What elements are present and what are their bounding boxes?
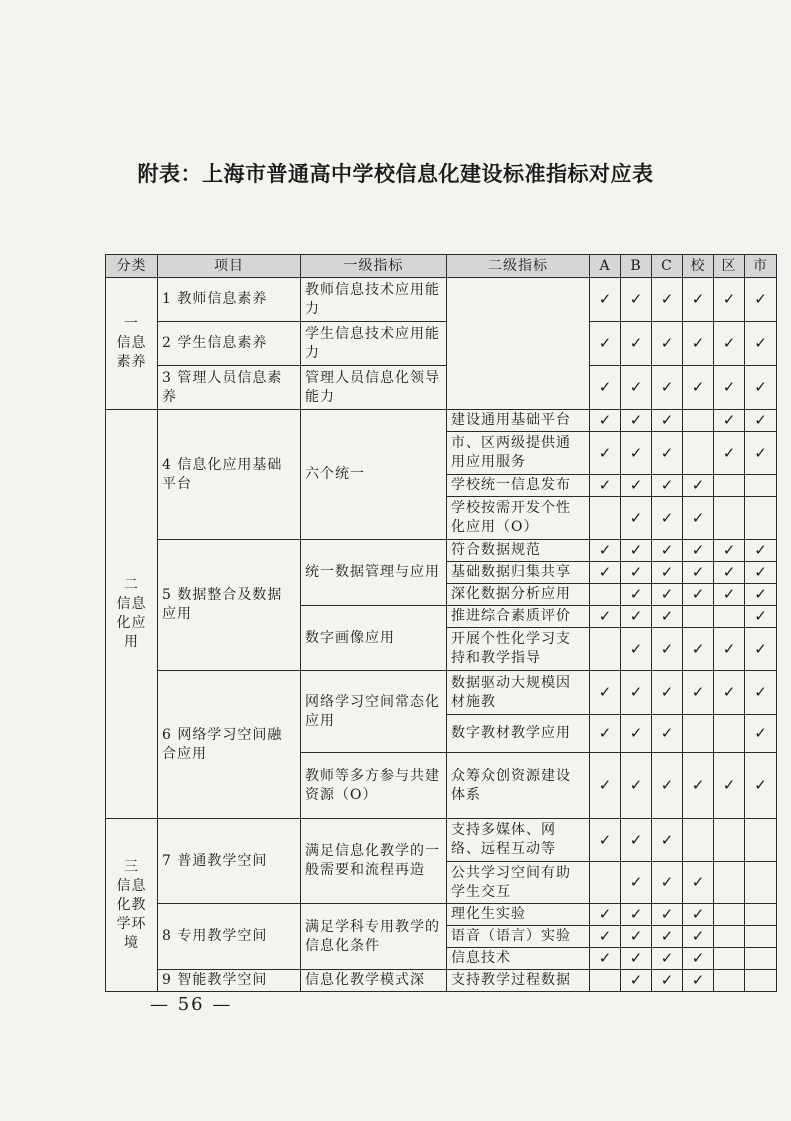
level2-cell: 市、区两级提供通用应用服务 [447, 432, 590, 475]
item-cell: 1 教师信息素养 [158, 278, 301, 322]
check-cell-a [590, 432, 621, 475]
check-mark-icon: ✓ [660, 905, 674, 923]
check-cell-district [714, 819, 745, 862]
category-1: 一 信息 素养 [106, 278, 158, 410]
check-mark-icon: ✓ [660, 949, 674, 967]
item-cell: 3 管理人员信息素养 [158, 366, 301, 410]
check-mark-icon: ✓ [629, 508, 643, 527]
check-mark-icon: ✓ [598, 607, 612, 625]
check-mark-icon: ✓ [598, 776, 612, 794]
check-cell-school [683, 432, 714, 475]
check-cell-district [714, 584, 745, 606]
check-cell-district [714, 671, 745, 715]
check-mark-icon: ✓ [598, 905, 612, 923]
check-cell-school [683, 278, 714, 322]
check-mark-icon: ✓ [660, 724, 674, 742]
check-mark-icon: ✓ [722, 683, 736, 701]
check-cell-b [621, 410, 652, 432]
check-cell-a [590, 584, 621, 606]
check-cell-district [714, 366, 745, 410]
check-cell-city [745, 628, 777, 671]
check-mark-icon: ✓ [691, 563, 705, 581]
check-mark-icon: ✓ [754, 378, 767, 396]
check-cell-district [714, 322, 745, 366]
level2-cell: 数字教材教学应用 [447, 715, 590, 753]
level2-cell: 支持教学过程数据 [447, 970, 590, 992]
check-cell-city [745, 540, 777, 562]
check-cell-district [714, 948, 745, 970]
col-header-category: 分类 [106, 255, 158, 278]
level2-cell: 符合数据规范 [447, 540, 590, 562]
check-mark-icon: ✓ [722, 411, 736, 429]
check-mark-icon: ✓ [754, 334, 767, 352]
category-2: 二 信息 化应 用 [106, 410, 158, 819]
check-cell-a [590, 970, 621, 992]
check-cell-a [590, 562, 621, 584]
check-cell-city [745, 671, 777, 715]
check-cell-district [714, 753, 745, 819]
check-cell-district [714, 278, 745, 322]
check-mark-icon: ✓ [691, 378, 705, 396]
check-cell-c [652, 497, 683, 540]
check-mark-icon: ✓ [754, 724, 767, 742]
level1-cell: 管理人员信息化领导能力 [301, 366, 447, 410]
check-cell-b [621, 753, 652, 819]
check-cell-district [714, 432, 745, 475]
check-mark-icon: ✓ [598, 563, 612, 581]
check-cell-school [683, 540, 714, 562]
check-mark-icon: ✓ [691, 541, 705, 559]
check-mark-icon: ✓ [722, 776, 736, 794]
check-mark-icon: ✓ [629, 443, 643, 462]
check-cell-c [652, 904, 683, 926]
check-mark-icon: ✓ [598, 927, 612, 945]
check-mark-icon: ✓ [691, 476, 705, 494]
check-cell-city [745, 497, 777, 540]
check-cell-school [683, 904, 714, 926]
check-mark-icon: ✓ [691, 585, 705, 603]
check-mark-icon: ✓ [722, 639, 736, 658]
check-cell-b [621, 628, 652, 671]
check-cell-a [590, 366, 621, 410]
check-cell-c [652, 278, 683, 322]
check-mark-icon: ✓ [691, 873, 705, 891]
level1-cell: 满足学科专用教学的信息化条件 [301, 904, 447, 970]
check-mark-icon: ✓ [629, 585, 643, 603]
check-mark-icon: ✓ [629, 334, 643, 352]
check-mark-icon: ✓ [629, 830, 643, 849]
check-cell-school [683, 948, 714, 970]
level2-cell: 理化生实验 [447, 904, 590, 926]
page-title: 附表：上海市普通高中学校信息化建设标准指标对应表 [137, 162, 654, 186]
check-mark-icon: ✓ [598, 443, 612, 462]
check-cell-district [714, 497, 745, 540]
check-cell-b [621, 862, 652, 904]
table-row [106, 819, 777, 862]
check-cell-district [714, 628, 745, 671]
check-mark-icon: ✓ [754, 776, 767, 794]
check-cell-city [745, 715, 777, 753]
item-cell: 8 专用教学空间 [158, 904, 301, 970]
col-header-item: 项目 [158, 255, 301, 278]
col-header-level2: 二级指标 [447, 255, 590, 278]
check-mark-icon: ✓ [598, 334, 612, 352]
level2-cell: 数据驱动大规模因材施教 [447, 671, 590, 715]
level1-cell: 教师等多方参与共建资源（O） [301, 753, 447, 819]
col-header-school: 校 [683, 255, 714, 278]
check-mark-icon: ✓ [660, 541, 674, 559]
check-mark-icon: ✓ [722, 443, 736, 462]
table-row [106, 671, 777, 715]
check-mark-icon: ✓ [754, 290, 767, 308]
check-cell-school [683, 628, 714, 671]
table-row [106, 540, 777, 562]
check-cell-city [745, 970, 777, 992]
check-mark-icon: ✓ [598, 724, 612, 742]
table-row [106, 970, 777, 992]
check-cell-city [745, 606, 777, 628]
check-cell-district [714, 606, 745, 628]
level2-cell: 支持多媒体、网络、远程互动等 [447, 819, 590, 862]
check-mark-icon: ✓ [629, 563, 643, 581]
level2-cell: 基础数据归集共享 [447, 562, 590, 584]
check-cell-c [652, 671, 683, 715]
check-cell-school [683, 819, 714, 862]
check-mark-icon: ✓ [754, 563, 767, 581]
check-cell-b [621, 322, 652, 366]
check-cell-b [621, 497, 652, 540]
check-cell-a [590, 410, 621, 432]
check-cell-c [652, 715, 683, 753]
check-mark-icon: ✓ [660, 563, 674, 581]
check-cell-c [652, 562, 683, 584]
check-cell-school [683, 970, 714, 992]
check-mark-icon: ✓ [754, 585, 767, 603]
check-cell-c [652, 322, 683, 366]
check-cell-city [745, 862, 777, 904]
level1-cell: 统一数据管理与应用 [301, 540, 447, 606]
check-cell-a [590, 753, 621, 819]
check-cell-c [652, 540, 683, 562]
check-mark-icon: ✓ [660, 411, 674, 429]
check-cell-c [652, 948, 683, 970]
check-cell-school [683, 410, 714, 432]
category-3: 三 信息 化教 学环 境 [106, 819, 158, 992]
check-mark-icon: ✓ [660, 830, 674, 849]
check-mark-icon: ✓ [629, 971, 643, 989]
level2-cell: 语音（语言）实验 [447, 926, 590, 948]
level2-cell: 学校按需开发个性化应用（O） [447, 497, 590, 540]
level1-cell: 六个统一 [301, 410, 447, 540]
check-cell-c [652, 366, 683, 410]
check-cell-school [683, 497, 714, 540]
check-cell-b [621, 948, 652, 970]
level1-cell: 学生信息技术应用能力 [301, 322, 447, 366]
check-cell-a [590, 322, 621, 366]
check-mark-icon: ✓ [691, 776, 705, 794]
level1-cell: 数字画像应用 [301, 606, 447, 671]
check-cell-c [652, 432, 683, 475]
check-mark-icon: ✓ [660, 873, 674, 891]
check-cell-c [652, 606, 683, 628]
header-row [106, 255, 777, 278]
level2-cell-empty [447, 278, 590, 410]
check-cell-c [652, 410, 683, 432]
check-cell-a [590, 862, 621, 904]
check-mark-icon: ✓ [754, 411, 767, 429]
check-mark-icon: ✓ [598, 476, 612, 494]
check-mark-icon: ✓ [660, 378, 674, 396]
check-mark-icon: ✓ [660, 927, 674, 945]
check-cell-c [652, 819, 683, 862]
check-cell-city [745, 562, 777, 584]
check-mark-icon: ✓ [629, 476, 643, 494]
check-mark-icon: ✓ [722, 563, 736, 581]
check-mark-icon: ✓ [660, 971, 674, 989]
check-cell-school [683, 322, 714, 366]
check-cell-city [745, 584, 777, 606]
level2-cell: 建设通用基础平台 [447, 410, 590, 432]
check-mark-icon: ✓ [691, 927, 705, 945]
item-cell: 6 网络学习空间融合应用 [158, 671, 301, 819]
col-header-a: A [590, 255, 621, 278]
check-cell-city [745, 904, 777, 926]
col-header-c: C [652, 255, 683, 278]
check-cell-c [652, 475, 683, 497]
check-mark-icon: ✓ [598, 949, 612, 967]
check-cell-b [621, 606, 652, 628]
check-mark-icon: ✓ [754, 607, 767, 625]
check-mark-icon: ✓ [598, 830, 612, 849]
check-mark-icon: ✓ [754, 443, 767, 462]
level1-cell: 教师信息技术应用能力 [301, 278, 447, 322]
level2-cell: 深化数据分析应用 [447, 584, 590, 606]
check-cell-district [714, 904, 745, 926]
check-mark-icon: ✓ [754, 639, 767, 658]
table-row [106, 904, 777, 926]
check-cell-school [683, 606, 714, 628]
check-cell-school [683, 715, 714, 753]
item-cell: 9 智能教学空间 [158, 970, 301, 992]
check-mark-icon: ✓ [629, 724, 643, 742]
check-cell-c [652, 862, 683, 904]
page-number: — 56 — [150, 994, 233, 1015]
check-mark-icon: ✓ [722, 334, 736, 352]
check-cell-district [714, 540, 745, 562]
check-cell-b [621, 926, 652, 948]
check-cell-a [590, 819, 621, 862]
check-mark-icon: ✓ [691, 639, 705, 658]
check-mark-icon: ✓ [660, 334, 674, 352]
level1-cell: 信息化教学模式深 [301, 970, 447, 992]
check-cell-b [621, 366, 652, 410]
check-mark-icon: ✓ [598, 683, 612, 701]
check-cell-a [590, 540, 621, 562]
check-cell-school [683, 753, 714, 819]
check-cell-school [683, 926, 714, 948]
item-cell: 5 数据整合及数据应用 [158, 540, 301, 671]
col-header-district: 区 [714, 255, 745, 278]
check-cell-b [621, 562, 652, 584]
level2-cell: 信息技术 [447, 948, 590, 970]
check-mark-icon: ✓ [660, 585, 674, 603]
item-cell: 4 信息化应用基础平台 [158, 410, 301, 540]
check-mark-icon: ✓ [629, 290, 643, 308]
check-cell-b [621, 432, 652, 475]
check-cell-district [714, 862, 745, 904]
table-row [106, 278, 777, 322]
check-mark-icon: ✓ [691, 683, 705, 701]
check-mark-icon: ✓ [660, 476, 674, 494]
item-cell: 7 普通教学空间 [158, 819, 301, 904]
check-mark-icon: ✓ [722, 585, 736, 603]
check-cell-c [652, 628, 683, 671]
check-cell-c [652, 753, 683, 819]
item-cell: 2 学生信息素养 [158, 322, 301, 366]
check-mark-icon: ✓ [722, 290, 736, 308]
check-mark-icon: ✓ [629, 873, 643, 891]
level2-cell: 推进综合素质评价 [447, 606, 590, 628]
check-cell-school [683, 862, 714, 904]
col-header-b: B [621, 255, 652, 278]
check-cell-city [745, 753, 777, 819]
check-cell-a [590, 278, 621, 322]
check-cell-a [590, 926, 621, 948]
check-cell-c [652, 926, 683, 948]
check-cell-district [714, 410, 745, 432]
check-cell-a [590, 904, 621, 926]
check-cell-b [621, 278, 652, 322]
check-cell-city [745, 432, 777, 475]
check-cell-a [590, 475, 621, 497]
check-cell-city [745, 819, 777, 862]
check-cell-school [683, 475, 714, 497]
check-cell-a [590, 948, 621, 970]
check-cell-city [745, 948, 777, 970]
check-cell-c [652, 584, 683, 606]
check-mark-icon: ✓ [629, 378, 643, 396]
check-cell-district [714, 562, 745, 584]
check-cell-b [621, 540, 652, 562]
check-cell-b [621, 970, 652, 992]
check-mark-icon: ✓ [660, 290, 674, 308]
check-mark-icon: ✓ [629, 639, 643, 658]
check-cell-district [714, 715, 745, 753]
check-cell-school [683, 562, 714, 584]
level2-cell: 学校统一信息发布 [447, 475, 590, 497]
check-cell-city [745, 366, 777, 410]
check-mark-icon: ✓ [660, 508, 674, 527]
table-row [106, 410, 777, 432]
check-cell-school [683, 671, 714, 715]
check-cell-school [683, 366, 714, 410]
check-cell-city [745, 926, 777, 948]
check-mark-icon: ✓ [754, 683, 767, 701]
check-mark-icon: ✓ [691, 334, 705, 352]
check-mark-icon: ✓ [629, 905, 643, 923]
check-cell-b [621, 819, 652, 862]
check-mark-icon: ✓ [691, 971, 705, 989]
check-cell-a [590, 606, 621, 628]
table-row [106, 322, 777, 366]
col-header-city: 市 [745, 255, 777, 278]
check-mark-icon: ✓ [722, 378, 736, 396]
check-cell-city [745, 475, 777, 497]
check-mark-icon: ✓ [629, 607, 643, 625]
level2-cell: 众筹众创资源建设体系 [447, 753, 590, 819]
check-mark-icon: ✓ [598, 290, 612, 308]
check-cell-district [714, 926, 745, 948]
check-mark-icon: ✓ [660, 607, 674, 625]
check-mark-icon: ✓ [660, 639, 674, 658]
check-mark-icon: ✓ [691, 905, 705, 923]
check-cell-b [621, 584, 652, 606]
indicator-table [105, 254, 777, 992]
check-mark-icon: ✓ [598, 411, 612, 429]
level2-cell: 公共学习空间有助学生交互 [447, 862, 590, 904]
check-mark-icon: ✓ [629, 411, 643, 429]
check-cell-city [745, 410, 777, 432]
check-cell-district [714, 475, 745, 497]
check-mark-icon: ✓ [629, 541, 643, 559]
level2-cell: 开展个性化学习支持和教学指导 [447, 628, 590, 671]
check-mark-icon: ✓ [660, 776, 674, 794]
check-mark-icon: ✓ [629, 776, 643, 794]
level1-cell: 网络学习空间常态化应用 [301, 671, 447, 753]
check-cell-b [621, 715, 652, 753]
check-mark-icon: ✓ [629, 927, 643, 945]
check-mark-icon: ✓ [660, 443, 674, 462]
check-mark-icon: ✓ [691, 290, 705, 308]
col-header-level1: 一级指标 [301, 255, 447, 278]
check-mark-icon: ✓ [691, 508, 705, 527]
check-mark-icon: ✓ [754, 541, 767, 559]
table-row [106, 366, 777, 410]
check-cell-a [590, 497, 621, 540]
check-cell-city [745, 322, 777, 366]
check-cell-district [714, 970, 745, 992]
check-cell-c [652, 970, 683, 992]
check-cell-a [590, 715, 621, 753]
check-mark-icon: ✓ [629, 683, 643, 701]
check-mark-icon: ✓ [598, 378, 612, 396]
check-cell-a [590, 671, 621, 715]
check-cell-city [745, 278, 777, 322]
check-cell-school [683, 584, 714, 606]
check-mark-icon: ✓ [691, 949, 705, 967]
check-mark-icon: ✓ [629, 949, 643, 967]
check-cell-b [621, 475, 652, 497]
check-cell-a [590, 628, 621, 671]
check-cell-b [621, 904, 652, 926]
check-mark-icon: ✓ [722, 541, 736, 559]
check-mark-icon: ✓ [660, 683, 674, 701]
level1-cell: 满足信息化教学的一般需要和流程再造 [301, 819, 447, 904]
check-mark-icon: ✓ [598, 541, 612, 559]
check-cell-b [621, 671, 652, 715]
